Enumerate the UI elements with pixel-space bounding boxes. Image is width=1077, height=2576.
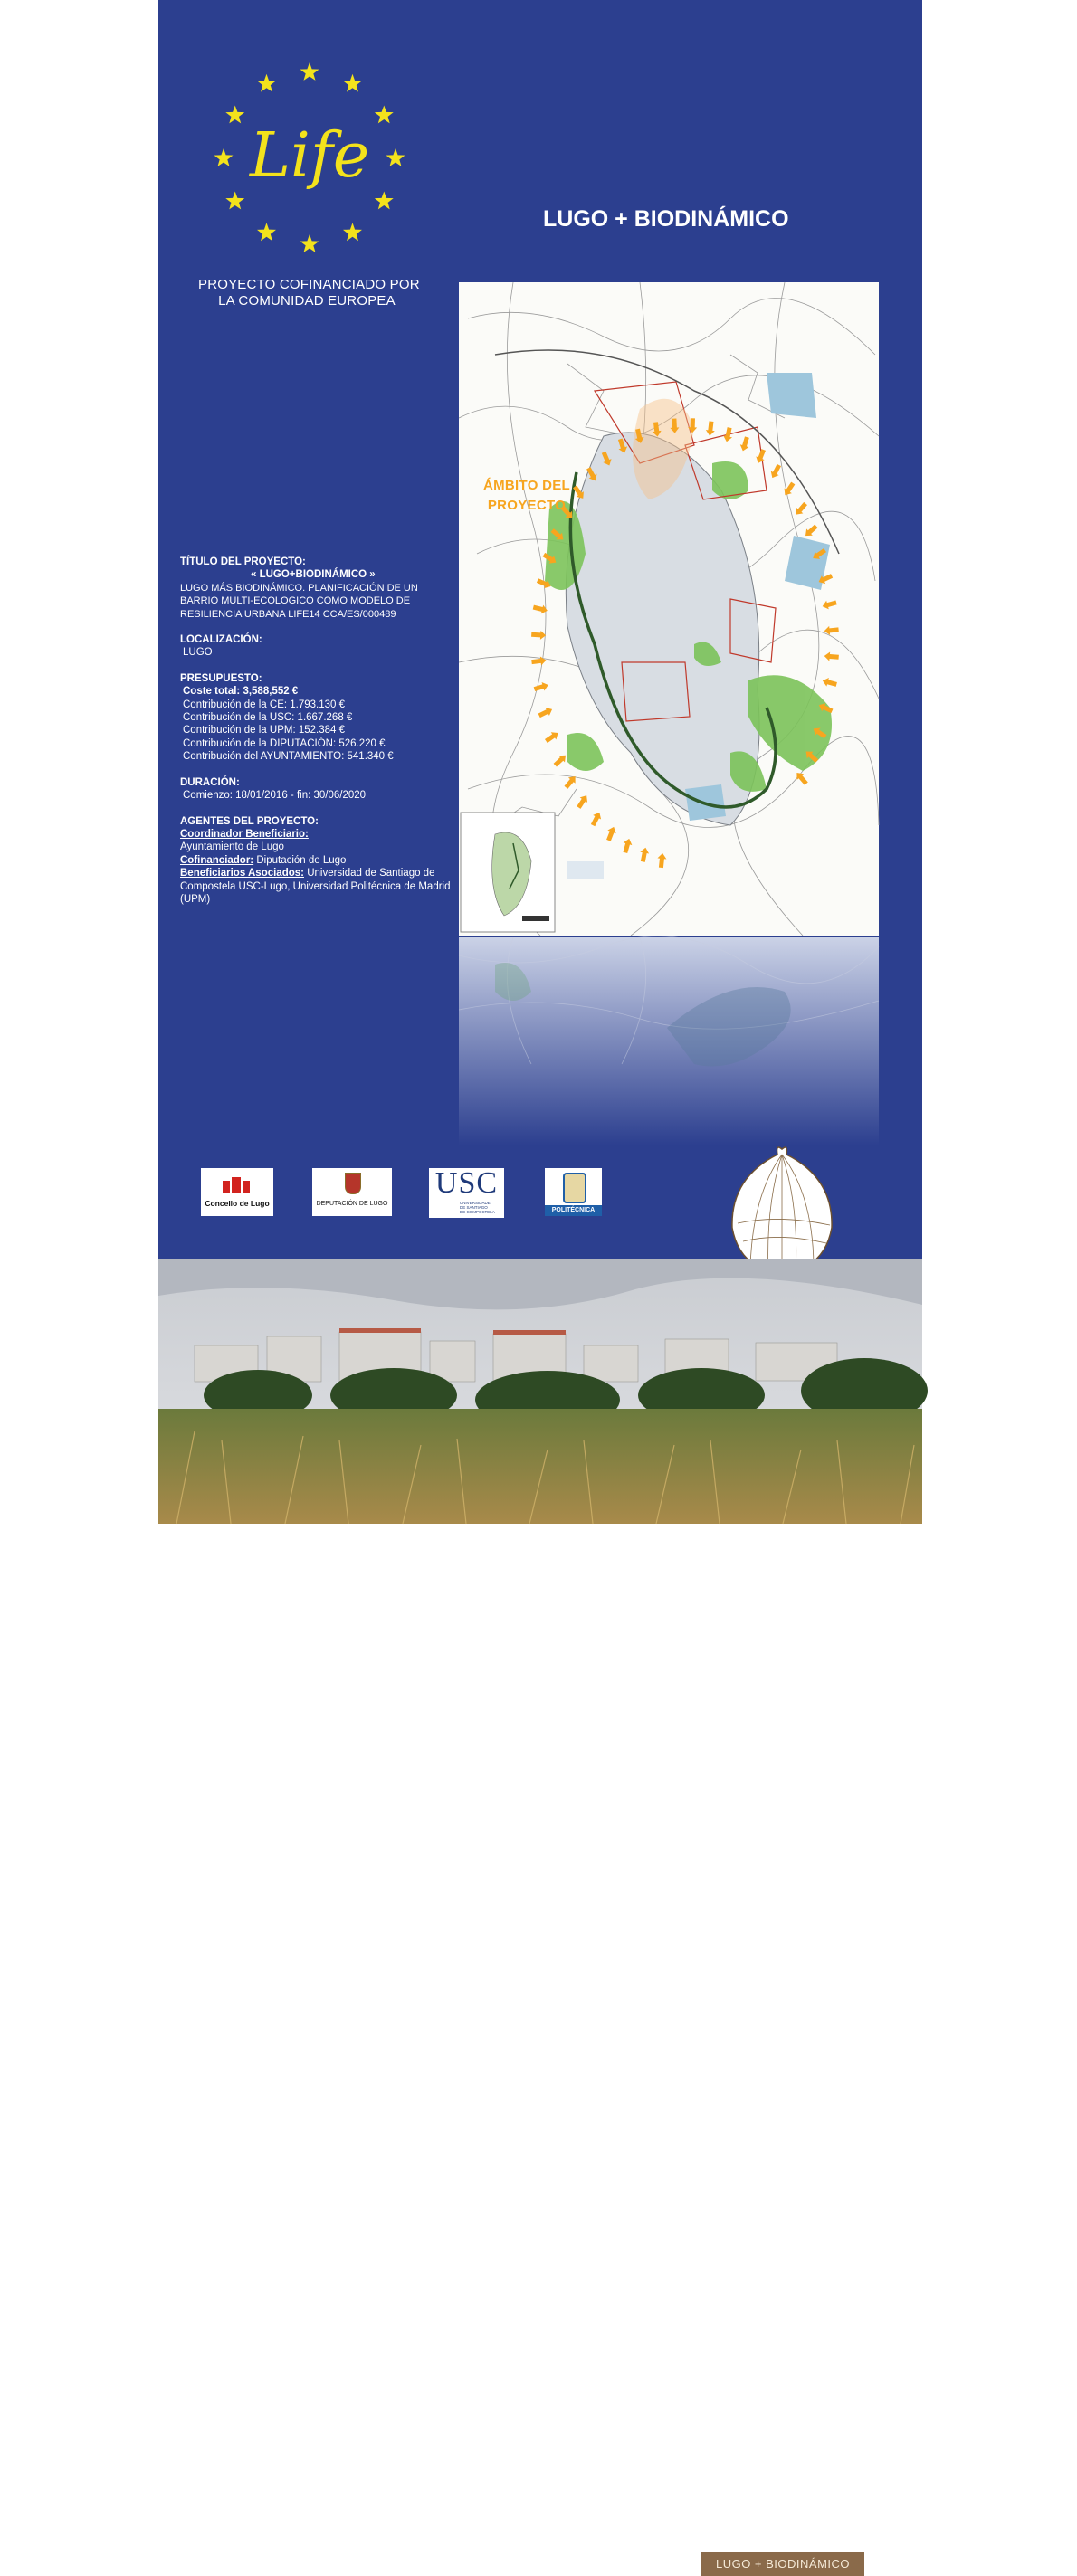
contribucion-usc: Contribución de la USC: 1.667.268 €: [183, 712, 353, 724]
project-badge: LUGO + BIODINÁMICO: [701, 2552, 864, 2576]
cofinanciador-line: [180, 854, 452, 867]
lugo-landscape-photo: [158, 1259, 922, 2571]
asociados-label: Beneficiarios Asociados:: [180, 868, 304, 879]
eu-star-icon: [375, 106, 394, 124]
contribucion-upm: Contribución de la UPM: 152.384 €: [183, 725, 345, 737]
titulo-heading: TÍTULO DEL PROYECTO:: [180, 556, 306, 567]
cofinance-line-2: LA COMUNIDAD EUROPEA: [218, 293, 396, 309]
usc-sub-3: DE COMPOSTELA: [460, 1210, 495, 1214]
concello-logo: [201, 1168, 273, 1216]
localizacion-heading: LOCALIZACIÓN:: [180, 634, 262, 646]
project-info: [180, 556, 452, 906]
cofinanciador-label: Cofinanciador:: [180, 854, 254, 866]
asociados-line: [180, 867, 452, 906]
onion-illustration: [725, 1142, 839, 1278]
concello-icon: [223, 1177, 253, 1193]
titulo-name: « LUGO+BIODINÁMICO »: [251, 569, 376, 581]
eu-star-icon: [225, 106, 244, 124]
life-logo-text: Life: [249, 120, 370, 192]
usc-sub-1: UNIVERSIDADE: [460, 1201, 491, 1205]
coordinador-value: Ayuntamiento de Lugo: [180, 841, 284, 853]
usc-logo: [429, 1168, 504, 1218]
diputacion-text: DEPUTACIÓN DE LUGO: [316, 1201, 388, 1207]
city-map-graphic: [459, 282, 879, 936]
eu-star-icon: [300, 62, 319, 81]
map-reflection: [459, 937, 879, 1145]
life-logo: [205, 54, 414, 262]
project-map: [459, 282, 879, 936]
ambito-line-2: PROYECTO: [487, 498, 567, 513]
politecnica-logo: [545, 1168, 602, 1216]
poster: [158, 0, 922, 2571]
eu-star-icon: [257, 74, 276, 92]
duracion-heading: DURACIÓN:: [180, 776, 240, 788]
usc-sub-2: DE SANTIAGO: [460, 1205, 488, 1210]
contribucion-ce: Contribución de la CE: 1.793.130 €: [183, 699, 346, 710]
cofinanciador-value: Diputación de Lugo: [256, 854, 347, 866]
contribucion-ayuntamiento: Contribución del AYUNTAMIENTO: 541.340 €: [183, 751, 394, 763]
usc-text: USC: [434, 1166, 499, 1200]
coordinador-label: Coordinador Beneficiario:: [180, 828, 309, 840]
asociados-value: Universidad de Santiago de Compostela USC-Lugo, Universidad Politécnica de Madrid (UPM): [180, 868, 451, 905]
usc-subtext: [460, 1201, 495, 1214]
diputacion-shield-icon: [345, 1173, 361, 1194]
localizacion-value: LUGO: [183, 647, 213, 659]
page-title: LUGO + BIODINÁMICO: [543, 206, 789, 232]
eu-star-icon: [375, 192, 394, 210]
eu-star-icon: [343, 74, 362, 92]
eu-star-icon: [386, 148, 405, 166]
agentes-heading: AGENTES DEL PROYECTO:: [180, 815, 319, 827]
eu-star-icon: [214, 148, 234, 166]
ambito-label: [477, 476, 577, 516]
landscape-graphic: [158, 1259, 922, 1524]
titulo-description: LUGO MÁS BIODINÁMICO. PLANIFICACIÓN DE UN BARRIO MULTI-ECOLOGICO COMO MODELO DE RESILIENCIA URBANA LIFE14 CCA/ES/000489: [180, 582, 418, 620]
politecnica-seal-icon: [563, 1173, 586, 1203]
politecnica-text: POLITÉCNICA: [545, 1205, 602, 1216]
eu-star-icon: [300, 234, 319, 252]
cofinance-line-1: PROYECTO COFINANCIADO POR: [198, 277, 420, 292]
coste-total: Coste total: 3,588,552 €: [183, 686, 299, 698]
contribucion-diputacion: Contribución de la DIPUTACIÓN: 526.220 €: [183, 737, 386, 749]
duracion-value: Comienzo: 18/01/2016 - fin: 30/06/2020: [183, 790, 367, 802]
eu-star-icon: [343, 223, 362, 241]
diputacion-logo: [312, 1168, 392, 1216]
eu-star-icon: [225, 192, 244, 210]
cofinance-text: [198, 277, 420, 309]
ambito-line-1: ÁMBITO DEL: [482, 478, 571, 493]
eu-star-icon: [257, 223, 276, 241]
presupuesto-heading: PRESUPUESTO:: [180, 672, 262, 684]
concello-text: Concello de Lugo: [205, 1199, 270, 1208]
reflection-graphic: [459, 937, 879, 1145]
